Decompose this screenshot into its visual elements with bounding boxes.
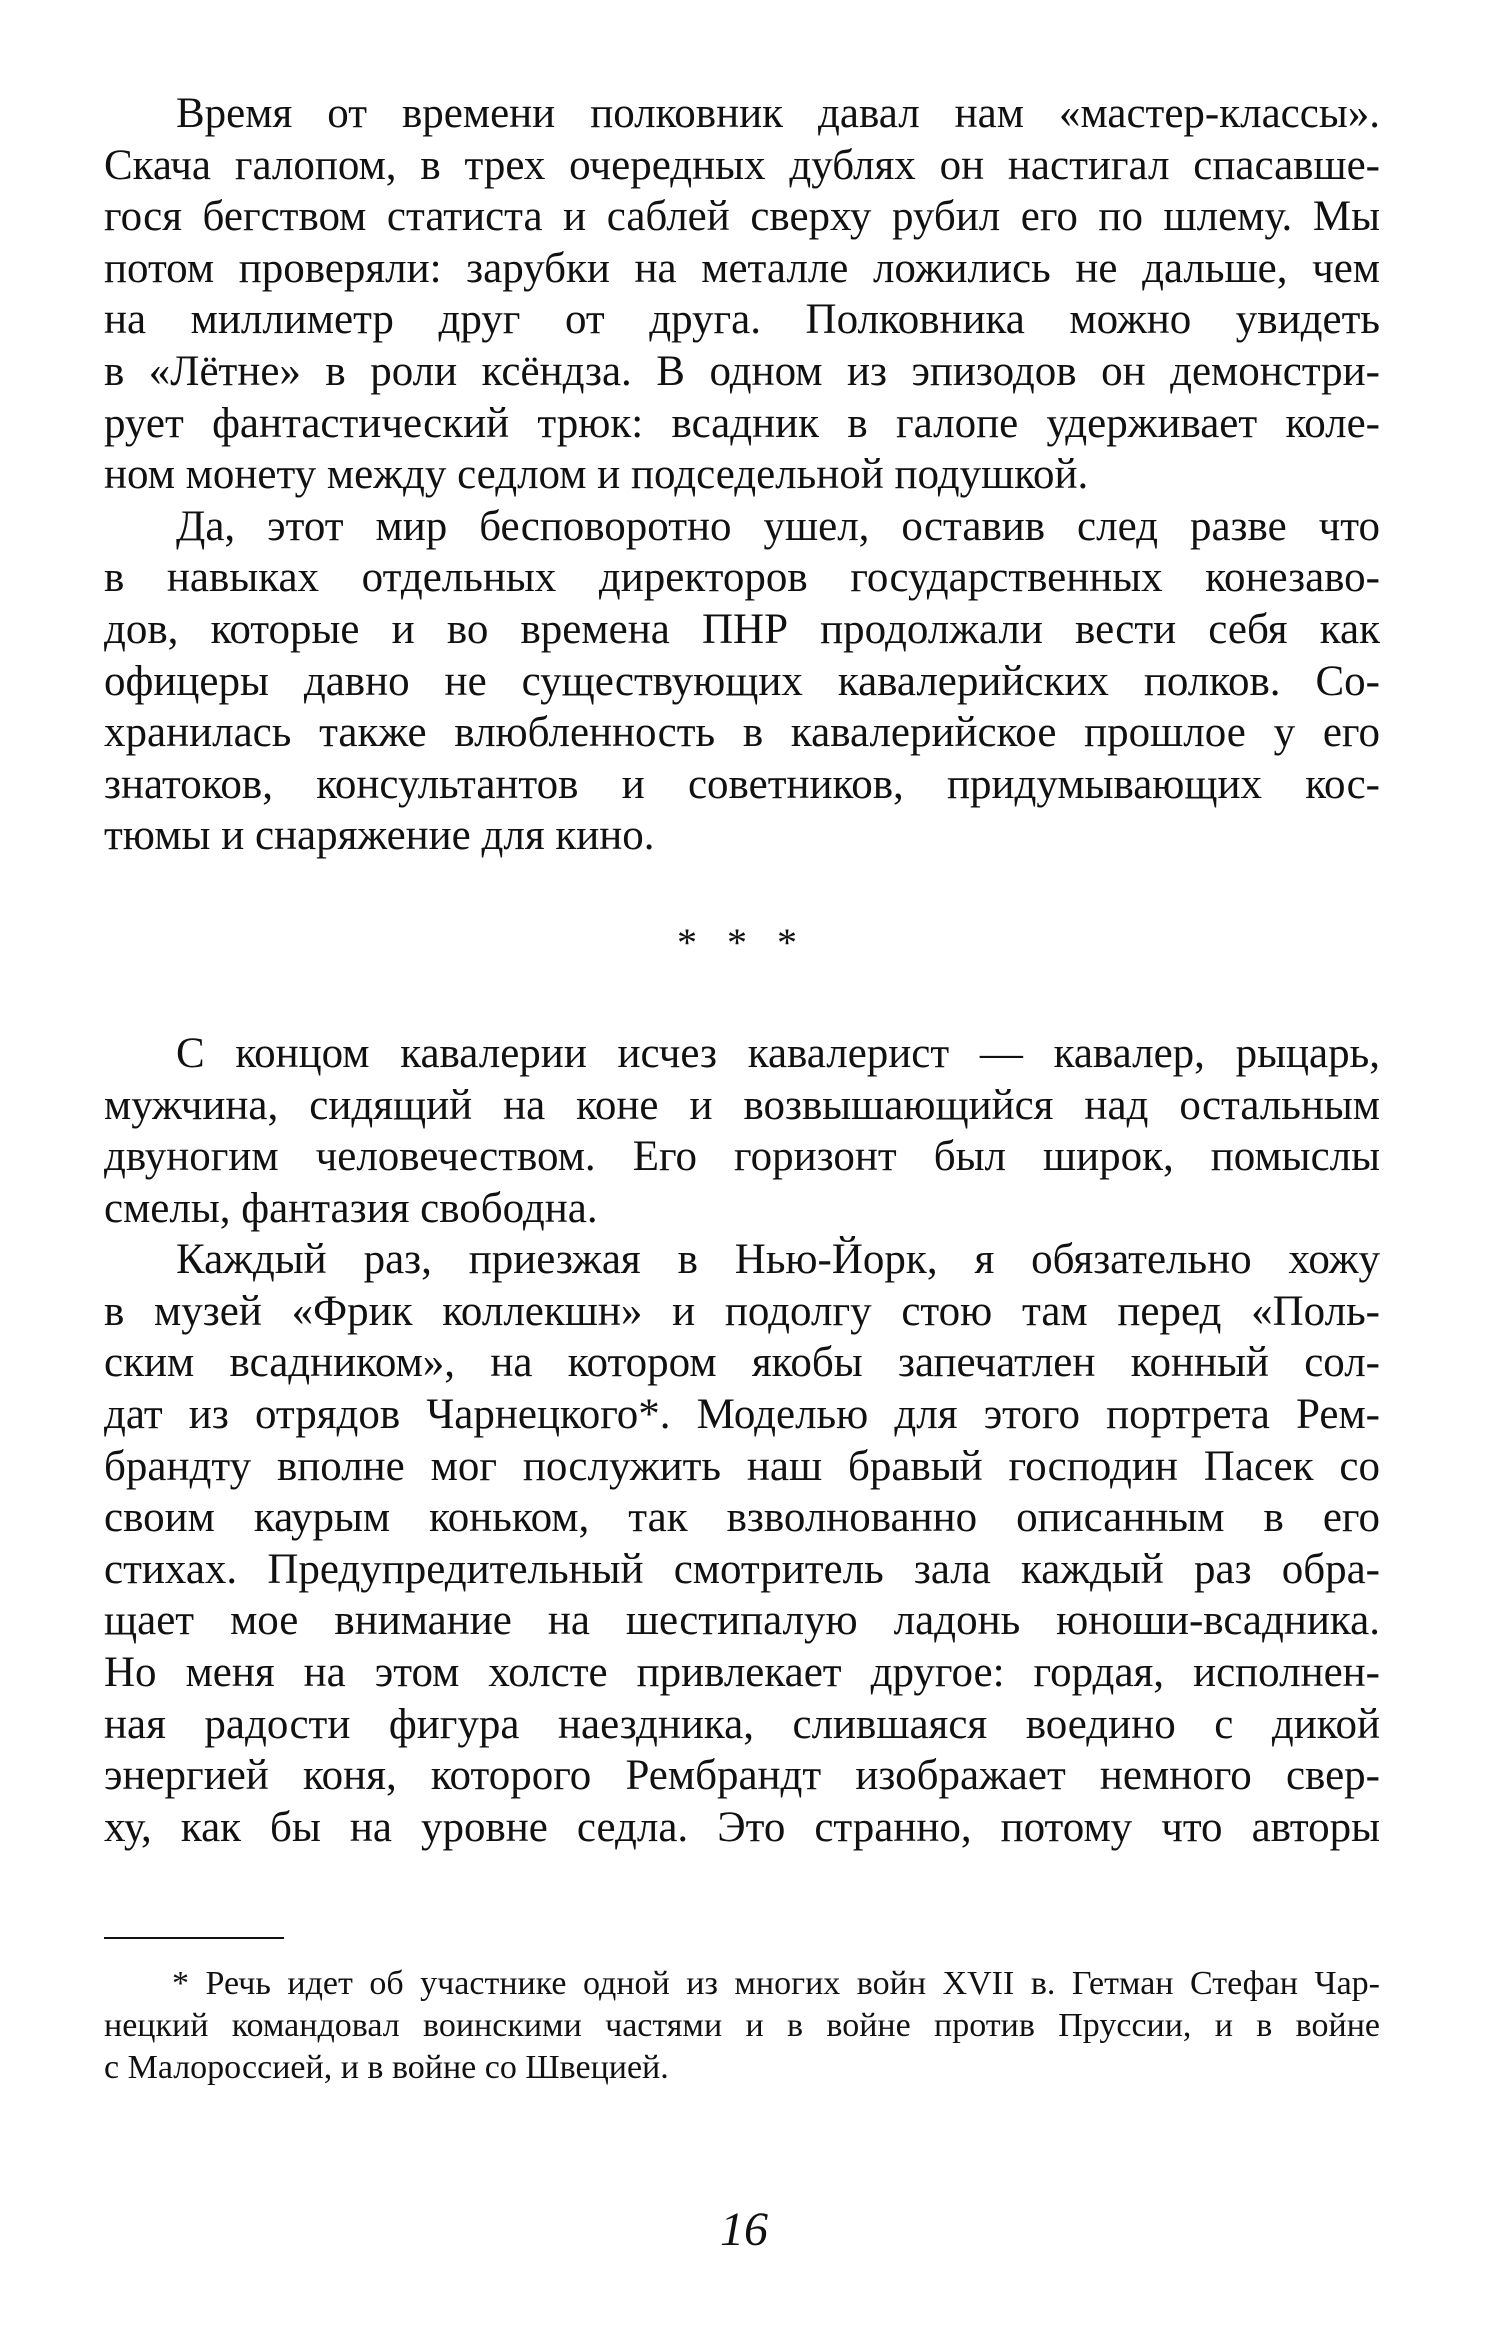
text-line: Скача галопом, в трех очередных дублях он настигал спасавше- <box>104 141 1380 189</box>
text-line: в музей «Фрик коллекшн» и подолгу стою там перед «Поль- <box>104 1287 1380 1335</box>
paragraph-1 <box>104 88 1380 501</box>
text-line: в «Лётне» в роли ксёндза. В одном из эпизодов он демонстри- <box>104 347 1380 395</box>
footnote-divider <box>104 1937 284 1939</box>
text-line: ским всадником», на котором якобы запечатлен конный сол- <box>104 1339 1380 1387</box>
text-line: ху, как бы на уровне седла. Это странно, потому что авторы <box>104 1803 1380 1851</box>
section-separator: * * * <box>677 919 807 965</box>
text-line: ная радости фигура наездника, слившаяся воедино с дикой <box>104 1700 1380 1748</box>
text-line: брандту вполне мог послужить наш бравый господин Пасек со <box>104 1442 1380 1490</box>
text-line: гося бегством статиста и саблей сверху рубил его по шлему. Мы <box>104 193 1380 241</box>
text-line: рует фантастический трюк: всадник в галопе удерживает коле- <box>104 399 1380 447</box>
text-line: мужчина, сидящий на коне и возвышающийся над остальным <box>104 1081 1380 1129</box>
text-line: в навыках отдельных директоров государственных конезаво- <box>104 554 1380 602</box>
text-line: дат из отрядов Чарнецкого*. Моделью для этого портрета Рем- <box>104 1391 1380 1439</box>
text-line: ном монету между седлом и подседельной подушкой. <box>104 451 1089 499</box>
text-line: смелы, фантазия свободна. <box>104 1184 598 1232</box>
text-line: знатоков, консультантов и советников, придумывающих кос- <box>104 760 1380 808</box>
text-line: стихах. Предупредительный смотритель зала каждый раз обра- <box>104 1545 1380 1593</box>
text-line: хранилась также влюбленность в кавалерийское прошлое у его <box>104 709 1380 757</box>
footnote-line: * Речь идет об участнике одной из многих войн XVII в. Гетман Стефан Чар- <box>172 1965 1380 2003</box>
text-line: Да, этот мир бесповоротно ушел, оставив след разве что <box>176 502 1380 550</box>
text-line: двуногим человечеством. Его горизонт был широк, помыслы <box>104 1133 1380 1181</box>
text-line: своим каурым коньком, так взволнованно описанным в его <box>104 1494 1380 1542</box>
footnote <box>104 1963 1380 2089</box>
text-line: тюмы и снаряжение для кино. <box>104 812 655 860</box>
text-line: щает мое внимание на шестипалую ладонь юноши-всадника. <box>104 1597 1380 1645</box>
paragraph-3 <box>104 1028 1380 1234</box>
page-number: 16 <box>720 2203 768 2256</box>
text-line: потом проверяли: зарубки на металле ложились не дальше, чем <box>104 244 1380 292</box>
footnote-line: нецкий командовал воинскими частями и в войне против Пруссии, и в войне <box>104 2007 1380 2045</box>
text-line: энергией коня, которого Рембрандт изображает немного свер- <box>104 1752 1380 1800</box>
text-line: на миллиметр друг от друга. Полковника можно увидеть <box>104 296 1380 344</box>
text-line: Время от времени полковник давал нам «мастер-классы». <box>176 90 1380 137</box>
paragraph-2 <box>104 501 1380 862</box>
text-line: С концом кавалерии исчез кавалерист — кавалер, рыцарь, <box>176 1029 1380 1077</box>
text-line: офицеры давно не существующих кавалерийских полков. Со- <box>104 657 1380 705</box>
text-line: Каждый раз, приезжая в Нью-Йорк, я обязательно хожу <box>176 1236 1380 1284</box>
text-line: Но меня на этом холсте привлекает другое: гордая, исполнен- <box>104 1649 1380 1697</box>
text-line: дов, которые и во времена ПНР продолжали вести себя как <box>104 605 1380 653</box>
footnote-line: с Малороссией, и в войне со Швецией. <box>104 2049 669 2087</box>
paragraph-4 <box>104 1234 1380 1853</box>
page-body <box>104 88 1380 2089</box>
